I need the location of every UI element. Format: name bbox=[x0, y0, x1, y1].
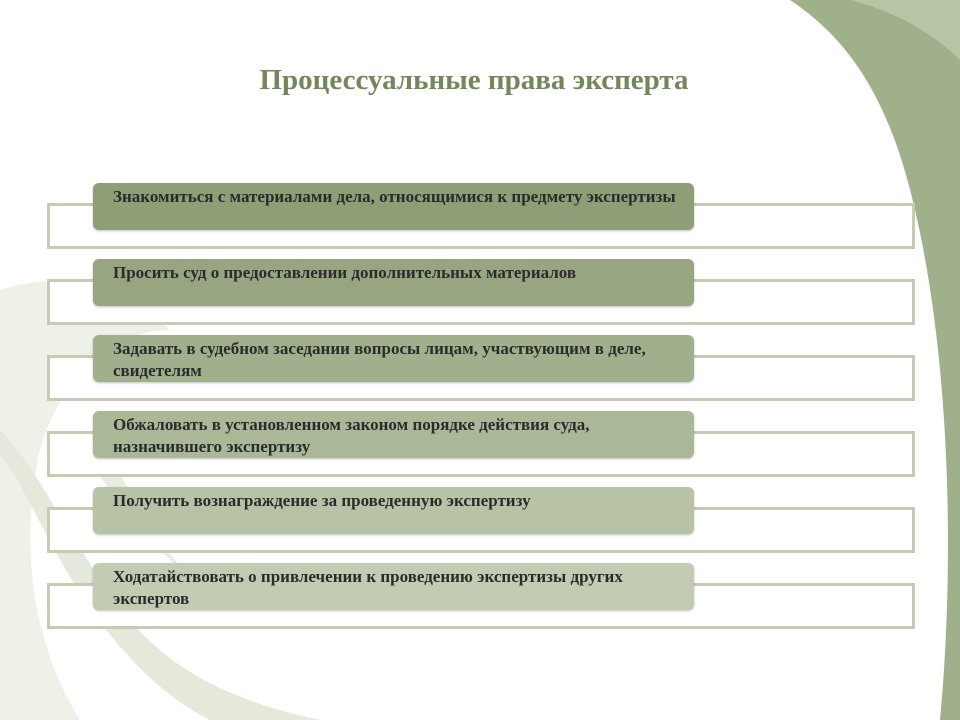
list-item bbox=[0, 411, 960, 487]
list-item-label: Знакомиться с материалами дела, относящимися к предмету экспертизы bbox=[93, 183, 694, 230]
list-item bbox=[0, 183, 960, 259]
list-item-label: Обжаловать в установленном законом порядке действия суда, назначившего экспертизу bbox=[93, 411, 694, 458]
list-item bbox=[0, 259, 960, 335]
list-item-label: Ходатайствовать о привлечении к проведению экспертизы других экспертов bbox=[93, 563, 694, 610]
list-item bbox=[0, 335, 960, 411]
list-item-label: Задавать в судебном заседании вопросы лицам, участвующим в деле, свидетелям bbox=[93, 335, 694, 382]
list-item-label: Получить вознаграждение за проведенную экспертизу bbox=[93, 487, 694, 534]
list-item bbox=[0, 487, 960, 563]
list-item bbox=[0, 563, 960, 639]
list-item-label: Просить суд о предоставлении дополнительных материалов bbox=[93, 259, 694, 306]
slide-title: Процессуальные права эксперта bbox=[259, 64, 689, 96]
